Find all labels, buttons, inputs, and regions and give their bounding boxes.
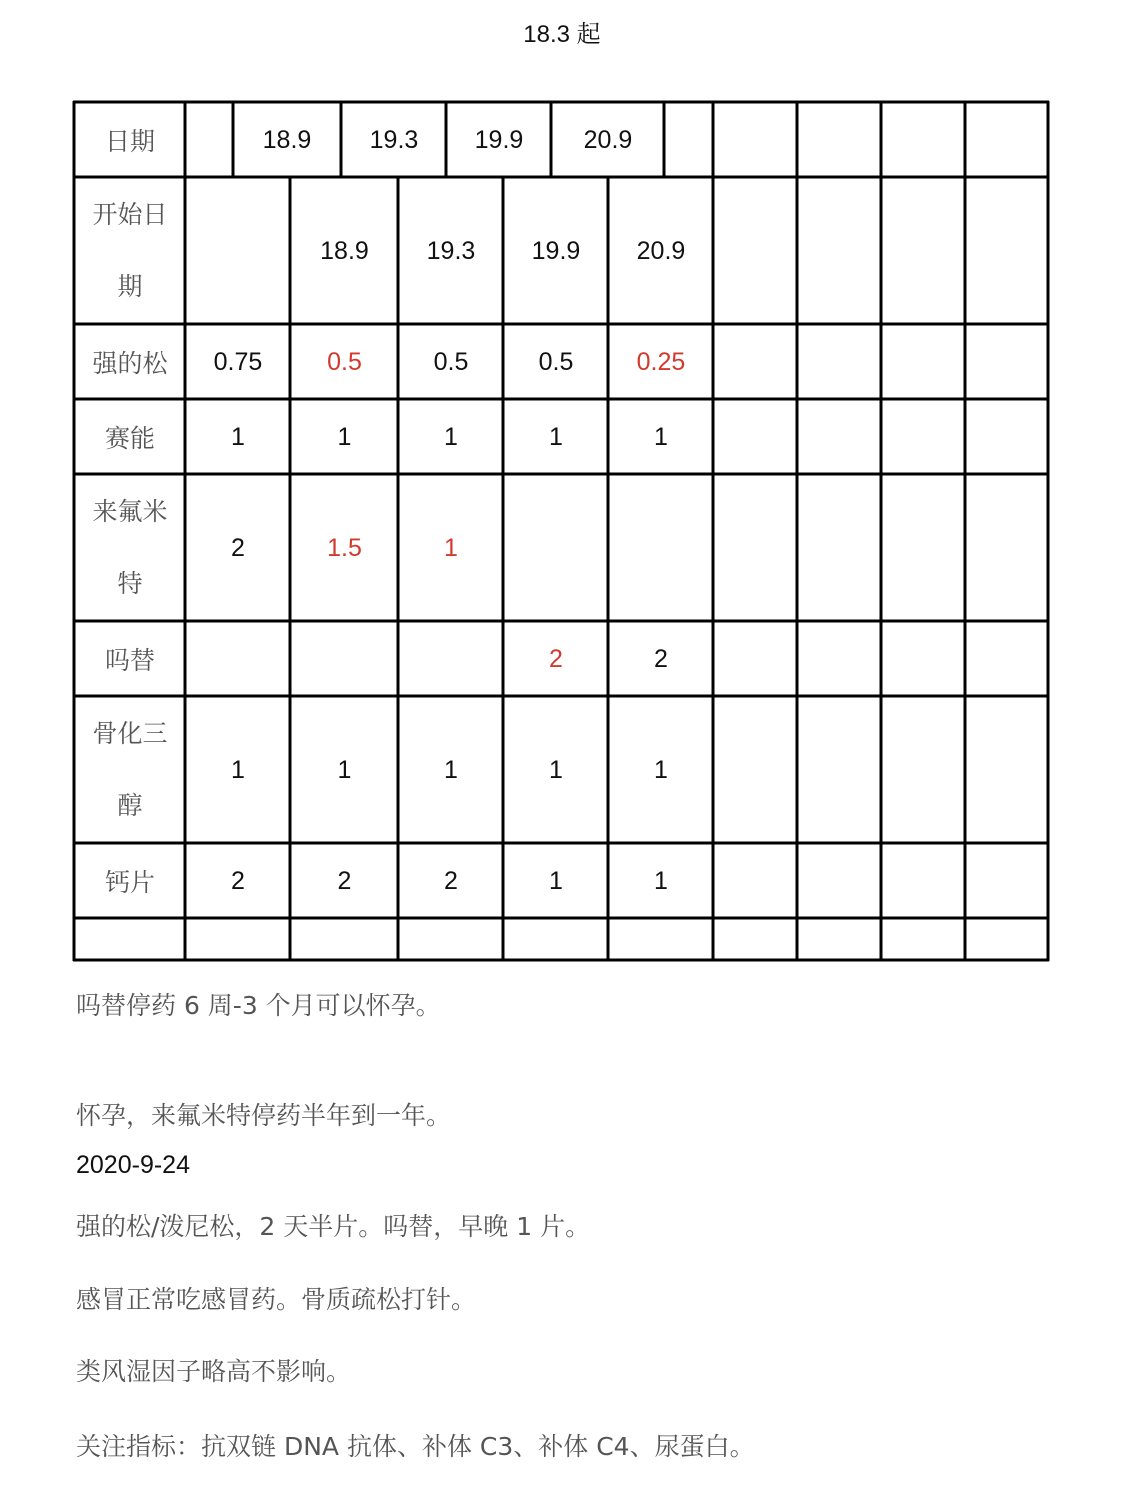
dose-cell: 1 [337,422,352,451]
dose-cell: 1 [549,755,563,784]
date-cell: 19.9 [474,125,524,154]
date-cell: 20.9 [583,125,633,154]
row-label-line: 期 [117,272,143,301]
row-label-prednisone: 强的松 [92,349,168,378]
start-date-cell: 20.9 [636,236,686,265]
dose-cell: 1 [444,755,458,784]
dose-cell-changed: 1.5 [327,533,362,562]
row-label-mycophenolate: 吗替 [104,646,155,675]
dose-cell: 0.75 [213,347,263,376]
dose-cell: 0.5 [433,347,469,376]
start-date-cell: 19.9 [531,236,581,265]
dose-cell: 1 [654,422,668,451]
dose-cell: 1 [231,422,245,451]
note-paragraph: 类风湿因子略高不影响。 [76,1357,352,1386]
dose-cell: 1 [444,422,458,451]
row-label-line: 特 [117,569,143,598]
dose-cell: 1 [654,755,668,784]
dose-cell: 2 [231,533,245,562]
note-paragraph: 感冒正常吃感冒药。骨质疏松打针。 [76,1285,477,1314]
dose-cell: 1 [549,422,563,451]
dose-cell: 2 [337,866,352,895]
note-paragraph: 吗替停药 6 周-3 个月可以怀孕。 [76,991,441,1020]
dose-cell: 1 [549,866,563,895]
note-paragraph: 关注指标：抗双链 DNA 抗体、补体 C3、补体 C4、尿蛋白。 [76,1432,755,1461]
row-label-calcitriol [76,698,184,842]
row-label-line: 开始日 [92,200,168,229]
note-paragraph: 强的松/泼尼松，2 天半片。吗替，早晚 1 片。 [76,1212,591,1241]
dose-cell: 2 [444,866,458,895]
row-label-line: 来氟米 [92,497,168,526]
dose-cell: 1 [654,866,668,895]
row-label-saineng: 赛能 [104,424,155,453]
dose-cell: 1 [337,755,352,784]
note-paragraph: 怀孕，来氟米特停药半年到一年。 [76,1101,452,1130]
date-cell: 19.3 [369,125,419,154]
dose-cell-changed: 0.25 [636,347,686,376]
row-label-line: 骨化三 [92,719,168,748]
start-date-cell: 18.9 [320,236,369,265]
dose-cell-changed: 0.5 [327,347,362,376]
dose-cell: 1 [231,755,245,784]
dose-cell: 0.5 [538,347,574,376]
dose-cell-changed: 1 [444,533,458,562]
start-date-cell: 19.3 [426,236,476,265]
page-title: 18.3 起 [523,21,601,48]
date-cell: 18.9 [262,125,312,154]
row-label-line: 醇 [117,791,143,820]
dose-cell-changed: 2 [549,644,563,673]
row-label-start-date [76,179,184,323]
row-label-leflunomide [76,476,184,620]
dose-cell: 2 [231,866,245,895]
row-label-date: 日期 [104,127,155,156]
row-label-calcium: 钙片 [104,868,155,897]
dose-cell: 2 [654,644,668,673]
note-date: 2020-9-24 [76,1151,190,1179]
